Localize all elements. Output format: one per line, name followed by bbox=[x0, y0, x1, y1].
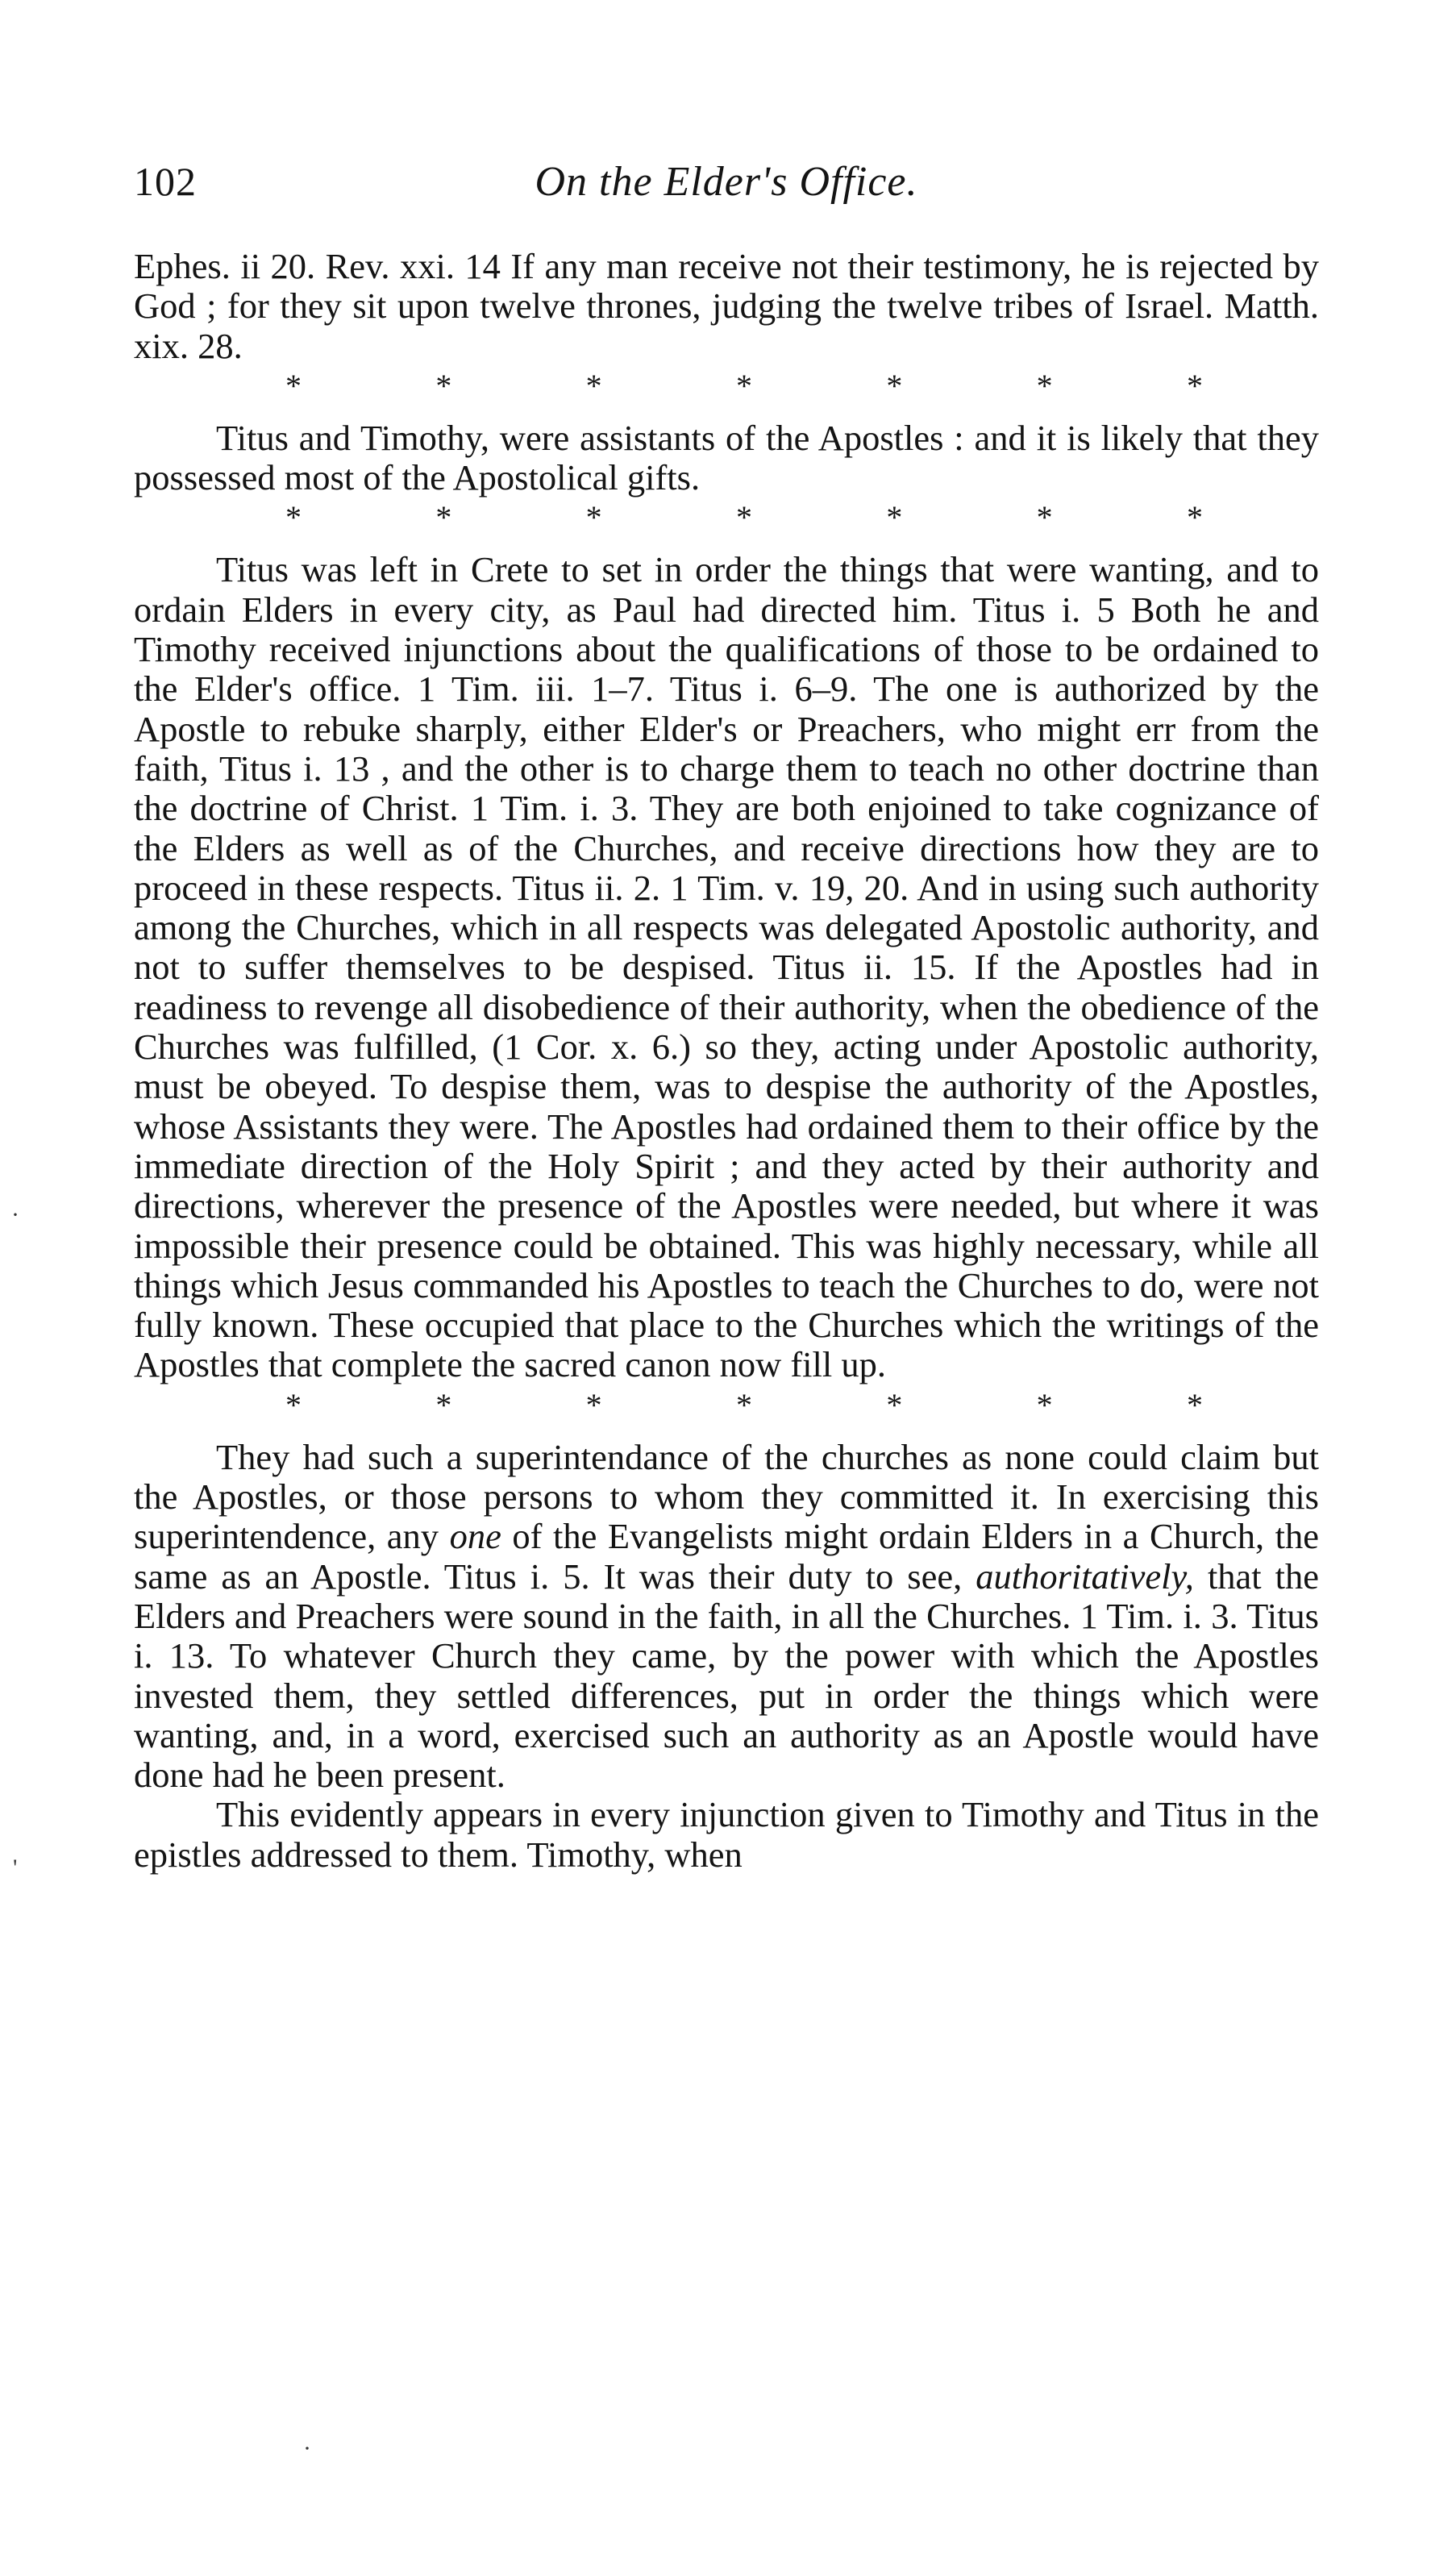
star-mark: * bbox=[735, 499, 752, 536]
star-mark: * bbox=[1186, 367, 1203, 404]
paragraph-injunction: This evidently appears in every injunction given to Timothy and Titus in the epistles addressed to them. Timothy, when bbox=[134, 1794, 1319, 1875]
margin-speck: · bbox=[11, 1201, 19, 1228]
star-mark: * bbox=[886, 367, 903, 404]
star-mark: * bbox=[285, 499, 302, 536]
page-number: 102 bbox=[134, 159, 197, 204]
star-mark: * bbox=[435, 367, 452, 404]
star-mark: * bbox=[1036, 499, 1053, 536]
star-mark: * bbox=[735, 367, 752, 404]
body-text bbox=[134, 247, 1319, 1875]
paragraph-titus-crete: Titus was left in Crete to set in order the things that were wanting, and to ordain Elders in every city, as Paul had directed him. Titus i. 5 Both he and Timothy received injunctions about the qualifications of those to be ordained to the Elder's office. 1 Tim. iii. 1–7. Titus i. 6–9. The one is authorized by the Apostle to rebuke sharply, either Elder's or Preachers, who might err from the faith, Titus i. 13 , and the other is to charge them to teach no other doctrine than the doctrine of Christ. 1 Tim. i. 3. They are both enjoined to take cognizance of the Elders as well as of the Churches, and receive directions how they are to proceed in these respects. Titus ii. 2. 1 Tim. v. 19, 20. And in using such authority among the Churches, which in all respects was delegated Apostolic authority, and not to suffer themselves to be despised. Titus ii. 15. If the Apostles had in readiness to revenge all disobedience of their authority, when the obedience of the Churches was fulfilled, (1 Cor. x. 6.) so they, acting under Apostolic authority, must be obeyed. To despise them, was to despise the authority of the Apostles, whose Assistants they were. The Apostles had ordained them to their office by the immediate direction of the Holy Spirit ; and they acted by their authority and directions, wherever the presence of the Apostles were needed, but where it was impossible their presence could be obtained. This was highly necessary, while all things which Jesus commanded his Apostles to teach the Churches to do, were not fully known. These occupied that place to the Churches which the writings of the Apostles that complete the sacred canon now fill up. bbox=[134, 549, 1319, 1385]
text-run: of the Evangelists might ordain Elders in a Church, the same as an Apostle. Titus i. 5. It was their duty to see, bbox=[134, 1516, 1319, 1597]
star-mark: * bbox=[1036, 367, 1053, 404]
paragraph-citation: Ephes. ii 20. Rev. xxi. 14 If any man receive not their testimony, he is rejected by God ; for they sit upon twelve thrones, judging the twelve tribes of Israel. Matth. xix. 28. bbox=[134, 246, 1319, 366]
margin-speck: ' bbox=[13, 1855, 18, 1881]
star-separator bbox=[134, 1385, 1319, 1425]
star-mark: * bbox=[1186, 1386, 1203, 1423]
running-head: On the Elder's Office. bbox=[535, 159, 918, 205]
star-mark: * bbox=[285, 367, 302, 404]
italic-text: authoritatively, bbox=[976, 1555, 1194, 1597]
star-mark: * bbox=[585, 1386, 602, 1423]
paragraph-assistants: Titus and Timothy, were assistants of the Apostles : and it is likely that they possessed most of the Apostolical gifts. bbox=[134, 417, 1319, 498]
star-mark: * bbox=[585, 367, 602, 404]
star-mark: * bbox=[285, 1386, 302, 1423]
paragraph-superintendance bbox=[134, 1438, 1319, 1796]
text-run: They had such a superintendance of the churches as none could claim but the Apostles, or those persons to whom they committed it. In exercising this superintendence, any bbox=[134, 1436, 1319, 1557]
star-mark: * bbox=[585, 499, 602, 536]
star-mark: * bbox=[735, 1386, 752, 1423]
page-header bbox=[134, 158, 1319, 223]
margin-speck: · bbox=[303, 2435, 311, 2462]
star-separator bbox=[134, 366, 1319, 406]
star-mark: * bbox=[886, 1386, 903, 1423]
star-mark: * bbox=[1036, 1386, 1053, 1423]
star-mark: * bbox=[1186, 499, 1203, 536]
italic-text: one bbox=[449, 1516, 501, 1557]
star-mark: * bbox=[886, 499, 903, 536]
text-run: that the Elders and Preachers were sound in the faith, in all the Churches. 1 Tim. i. 3. Titus i. 13. To whatever Church they came, by the power with which the Apostles invested them, they settled differences, put in order the things which were wanting, and, in a word, exercised such an authority as an Apostle would have done had he been present. bbox=[134, 1555, 1320, 1796]
star-mark: * bbox=[435, 499, 452, 536]
star-mark: * bbox=[435, 1386, 452, 1423]
star-separator bbox=[134, 498, 1319, 537]
